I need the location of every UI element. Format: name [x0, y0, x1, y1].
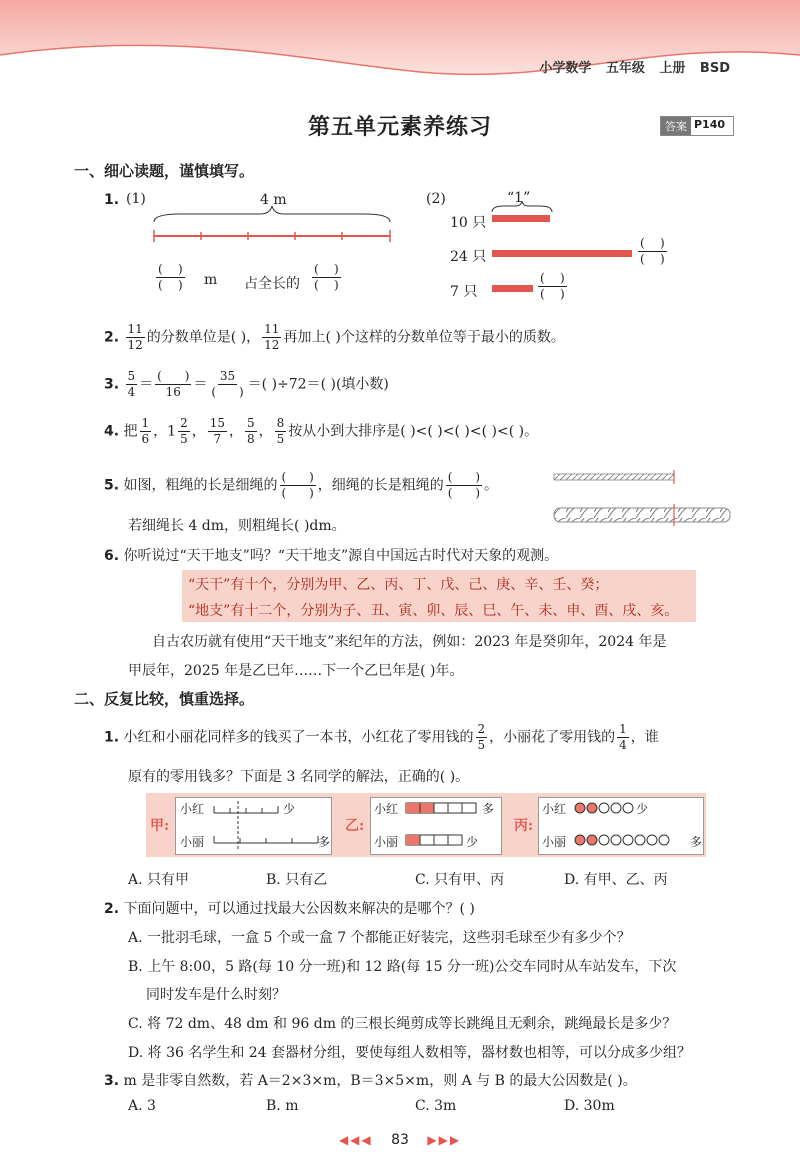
q6-tiangan: “天干”有十个，分别为甲、乙、丙、丁、戊、己、庚、辛、壬、癸；: [188, 574, 608, 594]
s2-q2-option-d[interactable]: D. 将 36 名学生和 24 套器材分组，要使每组人数相等，器材数也相等，可以分成多少组？: [128, 1045, 692, 1061]
q1-brace-one: [490, 200, 555, 214]
s2-q1-option-c[interactable]: C. 只有甲、丙: [415, 872, 505, 888]
s2-q3-option-b[interactable]: B. m: [266, 1098, 299, 1114]
page-number: 83: [391, 1132, 409, 1148]
q1-bar-24: [492, 250, 632, 257]
s2-q2-option-b[interactable]: B. 上午 8:00，5 路(每 10 分一班)和 12 路(每 15 分一班)公交车同时从车站发车，下次: [128, 959, 677, 975]
s2-q2-line: 2. 下面问题中，可以通过找最大公因数来解决的是哪个？( ): [104, 901, 475, 917]
q1-unit-one-label: “1”: [507, 190, 531, 206]
solution-jia-diagram: [210, 797, 320, 853]
left-arrows-icon: ◀◀◀: [338, 1133, 373, 1147]
section-1-heading: 一、细心读题，谨慎填写。: [74, 162, 255, 180]
s2-q2-option-b-cont: 同时发车是什么时刻？: [146, 987, 286, 1003]
q1-length-label: 4 m: [260, 192, 287, 208]
q1-segment-diagram: [150, 200, 395, 250]
q6-line-3: 甲辰年，2025 年是乙巳年……下一个乙巳年是( )年。: [128, 663, 464, 679]
s2-q1-option-d[interactable]: D. 有甲、乙、丙: [564, 872, 668, 888]
s2-q2-option-a[interactable]: A. 一批羽毛球，一盒 5 个或一盒 7 个都能正好装完，这些羽毛球至少有多少个？: [128, 930, 631, 946]
q1-answer-fraction-1: $\frac{( )}{( )}$: [158, 262, 183, 292]
q1-part1-label: (1): [126, 191, 146, 207]
solution-jia-label: 甲:: [150, 818, 170, 834]
s2-q3-option-c[interactable]: C. 3m: [415, 1098, 457, 1114]
q1-bar-10: [492, 215, 550, 222]
q6-line-1: 6. 你听说过“天干地支”吗？“天干地支”源自中国远古时代对天象的观测。: [104, 548, 559, 564]
q1-answer-fraction-2: $\frac{( )}{( )}$: [314, 262, 339, 292]
solution-bing-diagram: [572, 797, 682, 853]
q2-line: 2. $\frac{11}{12}$ 的分数单位是( )， $\frac{11}{12}$ 再加上( )个这样的分数单位等于最小的质数。: [104, 322, 565, 352]
q6-dizhi: “地支”有十二个，分别为子、丑、寅、卯、辰、巳、午、未、申、酉、戌、亥。: [188, 600, 678, 620]
q1-bar-7: [492, 285, 533, 292]
q4-line: 4. 把 $\frac{1}{6}$ ，1 $\frac{2}{5}$ ， $\frac{15}{7}$ ， $\frac{5}{8}$ ， $\frac{8}{5}$ 按从小到大排序是( )<( )<( )<( )<( )。: [104, 416, 539, 446]
s2-q2-option-c[interactable]: C. 将 72 dm、48 dm 和 96 dm 的三根长绳剪成等长跳绳且无剩余，跳绳最长是多少？: [128, 1016, 677, 1032]
right-arrows-icon: ▶▶▶: [427, 1133, 462, 1147]
solution-bing-label: 丙:: [514, 818, 534, 834]
q1-row3-label: 7 只: [450, 284, 478, 300]
s2-q1-line-1: 1. 小红和小丽花同样多的钱买了一本书，小红花了零用钱的 $\frac{2}{5}$ ，小丽花了零用钱的 $\frac{1}{4}$ ，谁: [104, 722, 659, 752]
section-2-heading: 二、反复比较，慎重选择。: [74, 690, 255, 708]
s2-q3-option-d[interactable]: D. 30m: [564, 1098, 615, 1114]
solution-yi-label: 乙:: [345, 818, 365, 834]
q1-of-total-label: 占全长的: [244, 276, 300, 292]
s2-q3-line: 3. m 是非零自然数，若 A＝2×3×m，B＝3×5×m，则 A 与 B 的最大公因数是( )。: [104, 1073, 637, 1089]
q5-line-1: 5. 如图，粗绳的长是细绳的 $\frac{( )}{( )}$ ，细绳的长是粗绳的 $\frac{( )}{( )}$ 。: [104, 470, 499, 500]
q1-number: 1.: [104, 192, 120, 208]
header-band: [0, 0, 800, 110]
s2-q3-option-a[interactable]: A. 3: [128, 1098, 156, 1114]
q1-answer-fraction-4: $\frac{( )}{( )}$: [540, 271, 565, 301]
q6-line-2: 自古农历就有使用“天干地支”来纪年的方法，例如：2023 年是癸卯年，2024 年是: [152, 634, 667, 650]
s2-q1-line-2: 原有的零用钱多？下面是 3 名同学的解法，正确的( )。: [128, 769, 470, 785]
book-meta: 小学数学 五年级 上册 BSD: [539, 61, 730, 76]
answer-page-badge: 答案 P140: [660, 116, 734, 136]
q3-line: 3. $\frac{5}{4}$ ＝ $\frac{( )}{16}$ ＝ $\frac{35}{( )}$ ＝( )÷72＝( )(填小数): [104, 369, 389, 399]
q1-unit: m: [204, 272, 218, 288]
s2-q1-option-a[interactable]: A. 只有甲: [128, 872, 190, 888]
s2-q1-option-b[interactable]: B. 只有乙: [266, 872, 328, 888]
q1-answer-fraction-3: $\frac{( )}{( )}$: [640, 236, 665, 266]
q1-part2-label: (2): [426, 191, 446, 207]
page-title: 第五单元素养练习: [307, 115, 492, 140]
page-footer: [0, 1132, 800, 1148]
q5-line-2: 若细绳长 4 dm，则粗绳长( )dm。: [128, 518, 346, 534]
q1-row1-label: 10 只: [450, 215, 487, 231]
q1-row2-label: 24 只: [450, 249, 487, 265]
q5-rope-diagram: [552, 470, 732, 526]
